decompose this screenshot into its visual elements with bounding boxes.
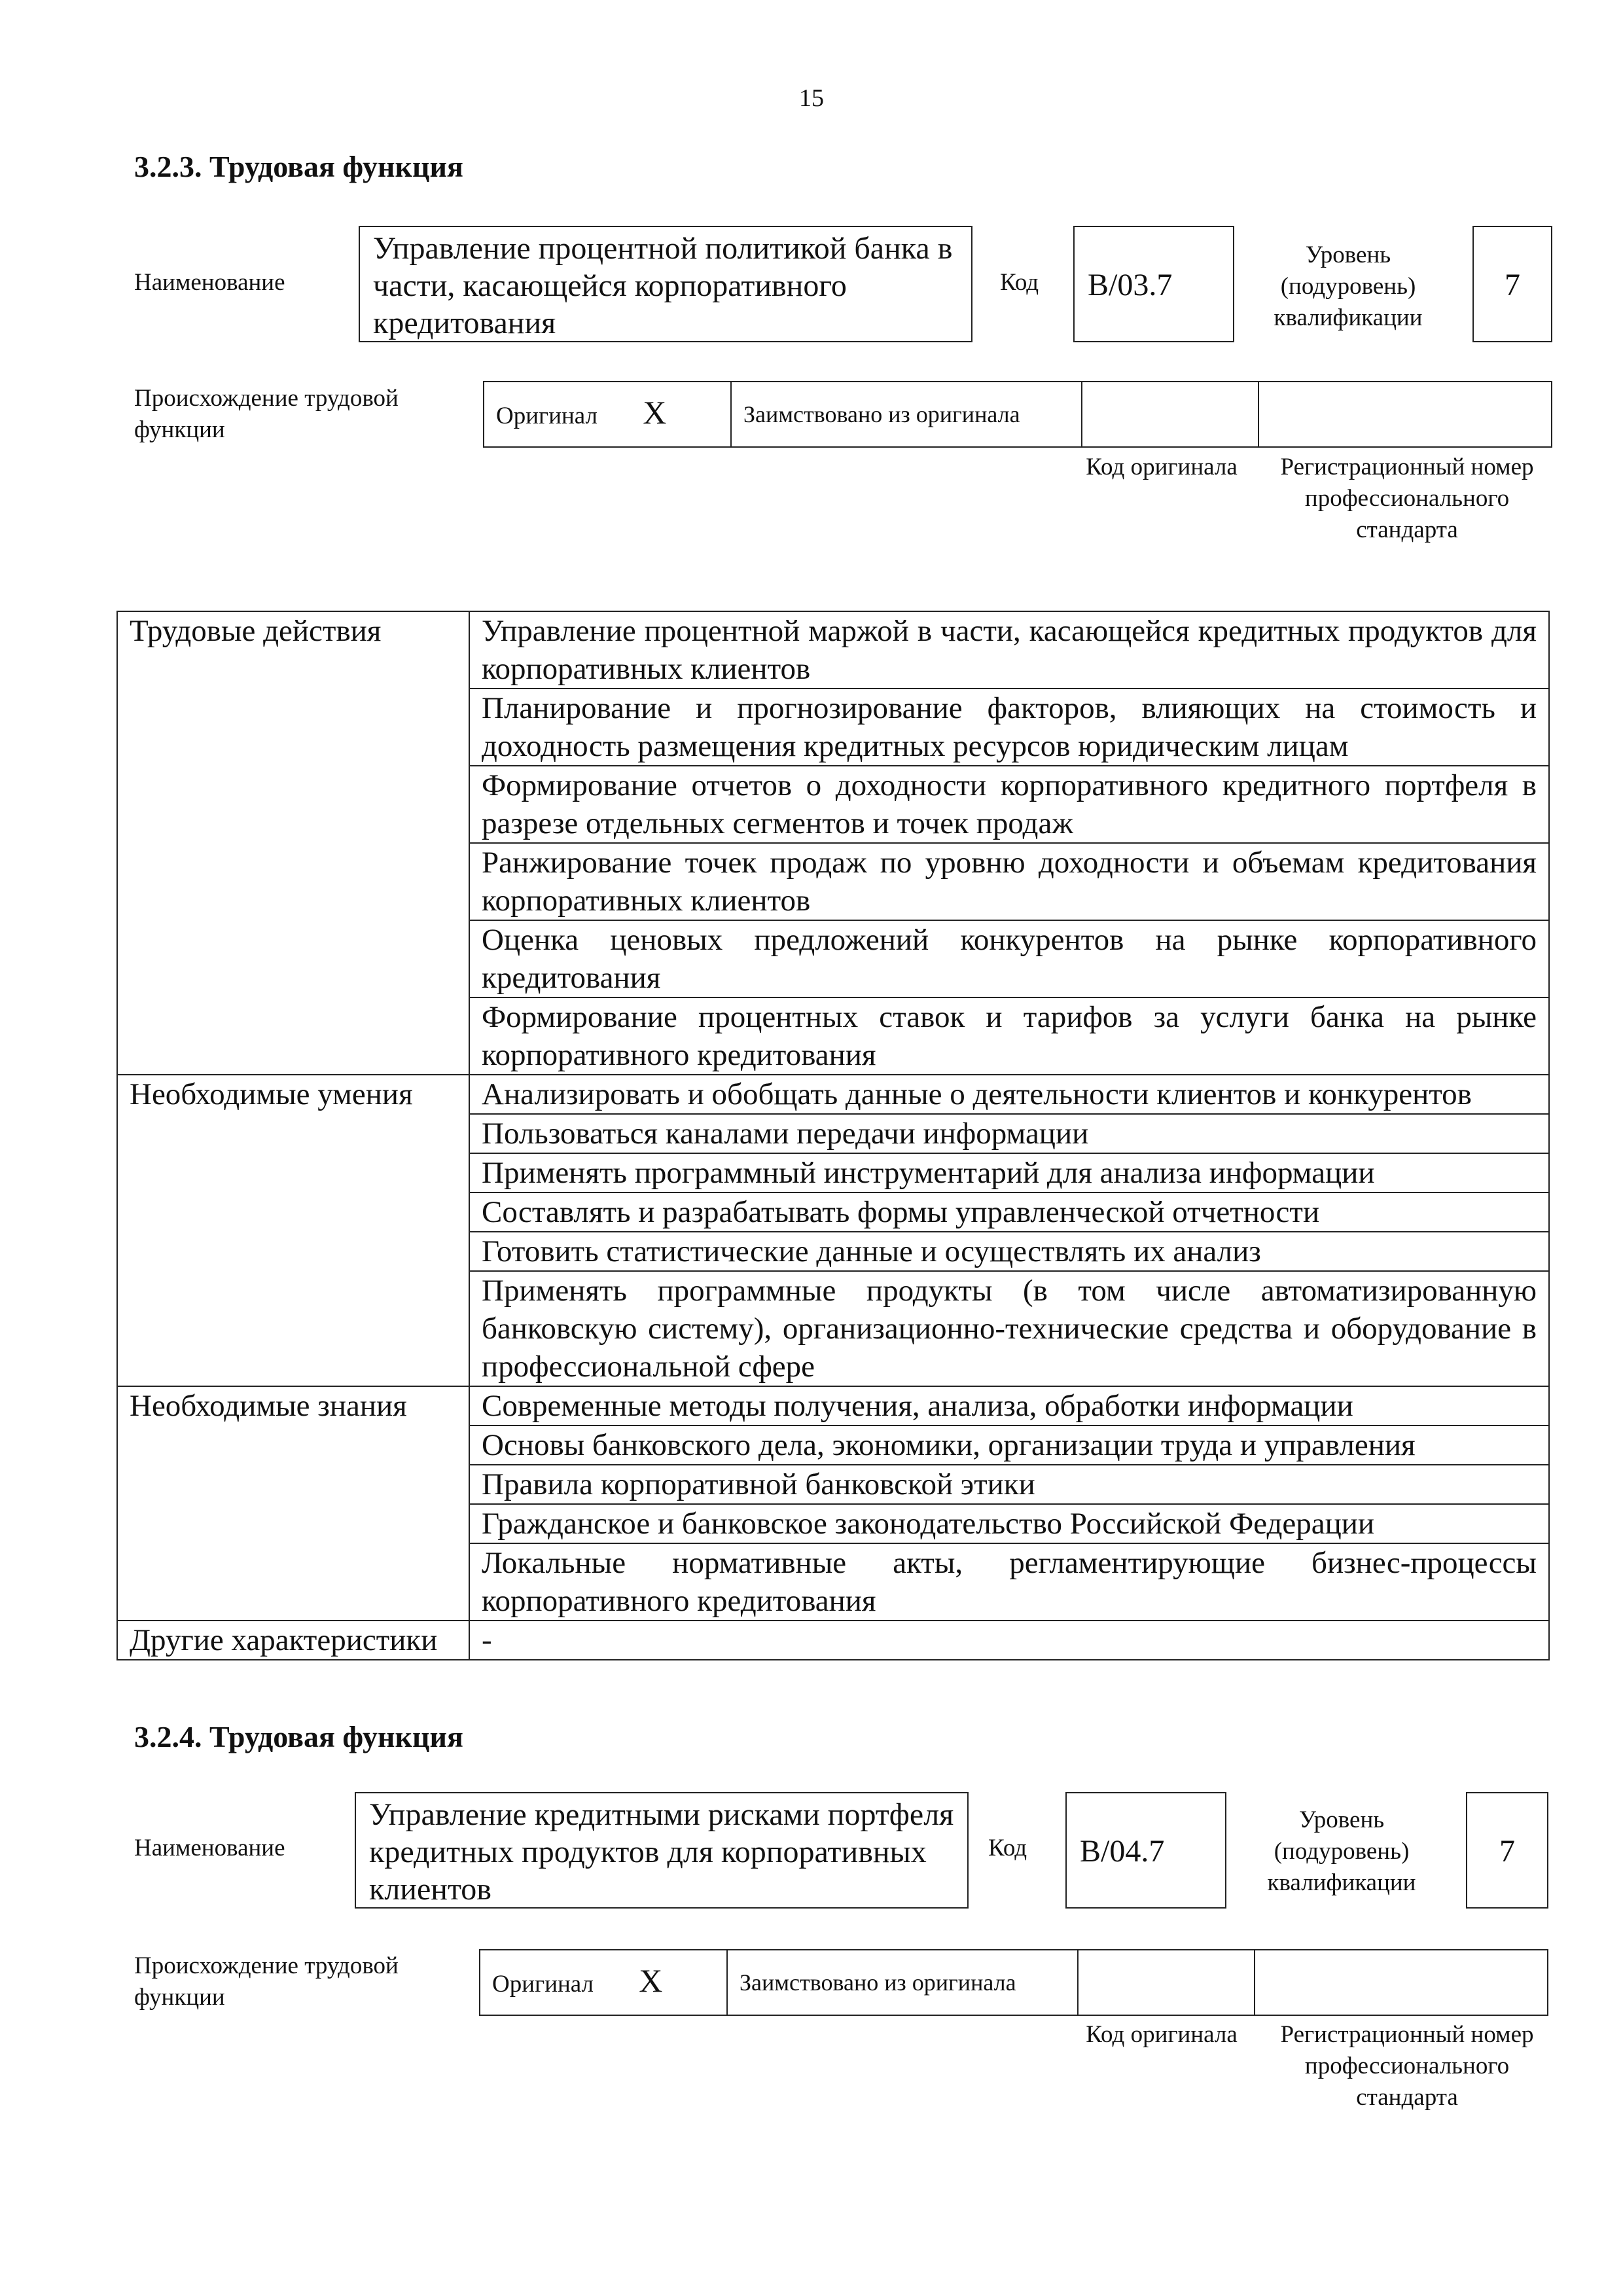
labor-action-item: Формирование процентных ставок и тарифов за услуги банка на рынке корпоративного кредитования (469, 997, 1549, 1075)
knowledge-item: Правила корпоративной банковской этики (469, 1465, 1549, 1504)
skill-item: Анализировать и обобщать данные о деятельности клиентов и конкурентов (469, 1075, 1549, 1114)
origin-label-2: Происхождение трудовой функции (134, 1952, 399, 2011)
labor-action-item: Ранжирование точек продаж по уровню доходности и объемам кредитования корпоративных клиентов (469, 843, 1549, 920)
skill-item: Применять программные продукты (в том числе автоматизированную банковскую систему), организационно-технические средства и оборудование в профессиональной сфере (469, 1271, 1549, 1386)
knowledge-item: Современные методы получения, анализа, обработки информации (469, 1386, 1549, 1426)
origin-original-label: Оригинал (496, 403, 598, 429)
labor-action-item: Оценка ценовых предложений конкурентов на рынке корпоративного кредитования (469, 920, 1549, 997)
function-name-box-2: Управление кредитными рисками портфеля кредитных продуктов для корпоративных клиентов (355, 1792, 969, 1909)
other-characteristics-label: Другие характеристики (117, 1621, 469, 1660)
code-label-2: Код (988, 1835, 1027, 1861)
origin-borrowed-cell: Заимствовано из оригинала (731, 382, 1082, 447)
origin-mark: X (643, 394, 667, 431)
original-code-caption-2: Код оригинала (1086, 2021, 1238, 2048)
origin-table-2 (479, 1949, 1548, 2016)
skill-item: Пользоваться каналами передачи информации (469, 1114, 1549, 1153)
code-label: Код (1000, 269, 1039, 296)
origin-label: Происхождение трудовой функции (134, 385, 399, 443)
page-number: 15 (799, 84, 824, 112)
level-value-box-2: 7 (1466, 1792, 1548, 1909)
labor-action-item: Планирование и прогнозирование факторов, влияющих на стоимость и доходность размещения кредитных ресурсов юридическим лицам (469, 689, 1549, 766)
origin-original-cell-2 (480, 1950, 727, 2015)
level-value-box: 7 (1472, 226, 1552, 342)
skill-item: Применять программный инструментарий для анализа информации (469, 1153, 1549, 1193)
original-code-cell-2 (1078, 1950, 1255, 2015)
knowledge-item: Основы банковского дела, экономики, организации труда и управления (469, 1426, 1549, 1465)
level-label: Уровень (подуровень) квалификации (1274, 242, 1423, 331)
origin-original-cell (484, 382, 731, 447)
labor-actions-label: Трудовые действия (117, 611, 469, 1075)
code-value-box-2: B/04.7 (1065, 1792, 1226, 1909)
origin-original-label-2: Оригинал (492, 1971, 594, 1998)
knowledge-label: Необходимые знания (117, 1386, 469, 1621)
origin-mark-2: X (639, 1962, 663, 1999)
function-details-table (116, 611, 1550, 1660)
origin-table (483, 381, 1552, 448)
origin-borrowed-cell-2: Заимствовано из оригинала (727, 1950, 1078, 2015)
skill-item: Готовить статистические данные и осуществлять их анализ (469, 1232, 1549, 1271)
reg-number-cell (1258, 382, 1552, 447)
name-label: Наименование (134, 269, 285, 296)
knowledge-item: Гражданское и банковское законодательство Российской Федерации (469, 1504, 1549, 1543)
reg-number-caption: Регистрационный номер профессионального стандарта (1280, 454, 1534, 543)
original-code-cell (1082, 382, 1258, 447)
labor-action-item: Управление процентной маржой в части, касающейся кредитных продуктов для корпоративных клиентов (469, 611, 1549, 689)
labor-action-item: Формирование отчетов о доходности корпоративного кредитного портфеля в разрезе отдельных сегментов и точек продаж (469, 766, 1549, 843)
function-name-box: Управление процентной политикой банка в части, касающейся корпоративного кредитования (359, 226, 972, 342)
other-characteristics-value: - (469, 1621, 1549, 1660)
original-code-caption: Код оригинала (1086, 454, 1238, 480)
section-heading-323: 3.2.3. Трудовая функция (134, 150, 463, 183)
skills-label: Необходимые умения (117, 1075, 469, 1386)
level-label-2: Уровень (подуровень) квалификации (1267, 1806, 1416, 1896)
reg-number-caption-2: Регистрационный номер профессионального стандарта (1280, 2021, 1534, 2111)
skill-item: Составлять и разрабатывать формы управленческой отчетности (469, 1193, 1549, 1232)
name-label-2: Наименование (134, 1835, 285, 1861)
section-heading-324: 3.2.4. Трудовая функция (134, 1720, 463, 1753)
code-value-box: B/03.7 (1073, 226, 1234, 342)
knowledge-item: Локальные нормативные акты, регламентирующие бизнес-процессы корпоративного кредитования (469, 1543, 1549, 1621)
reg-number-cell-2 (1255, 1950, 1548, 2015)
